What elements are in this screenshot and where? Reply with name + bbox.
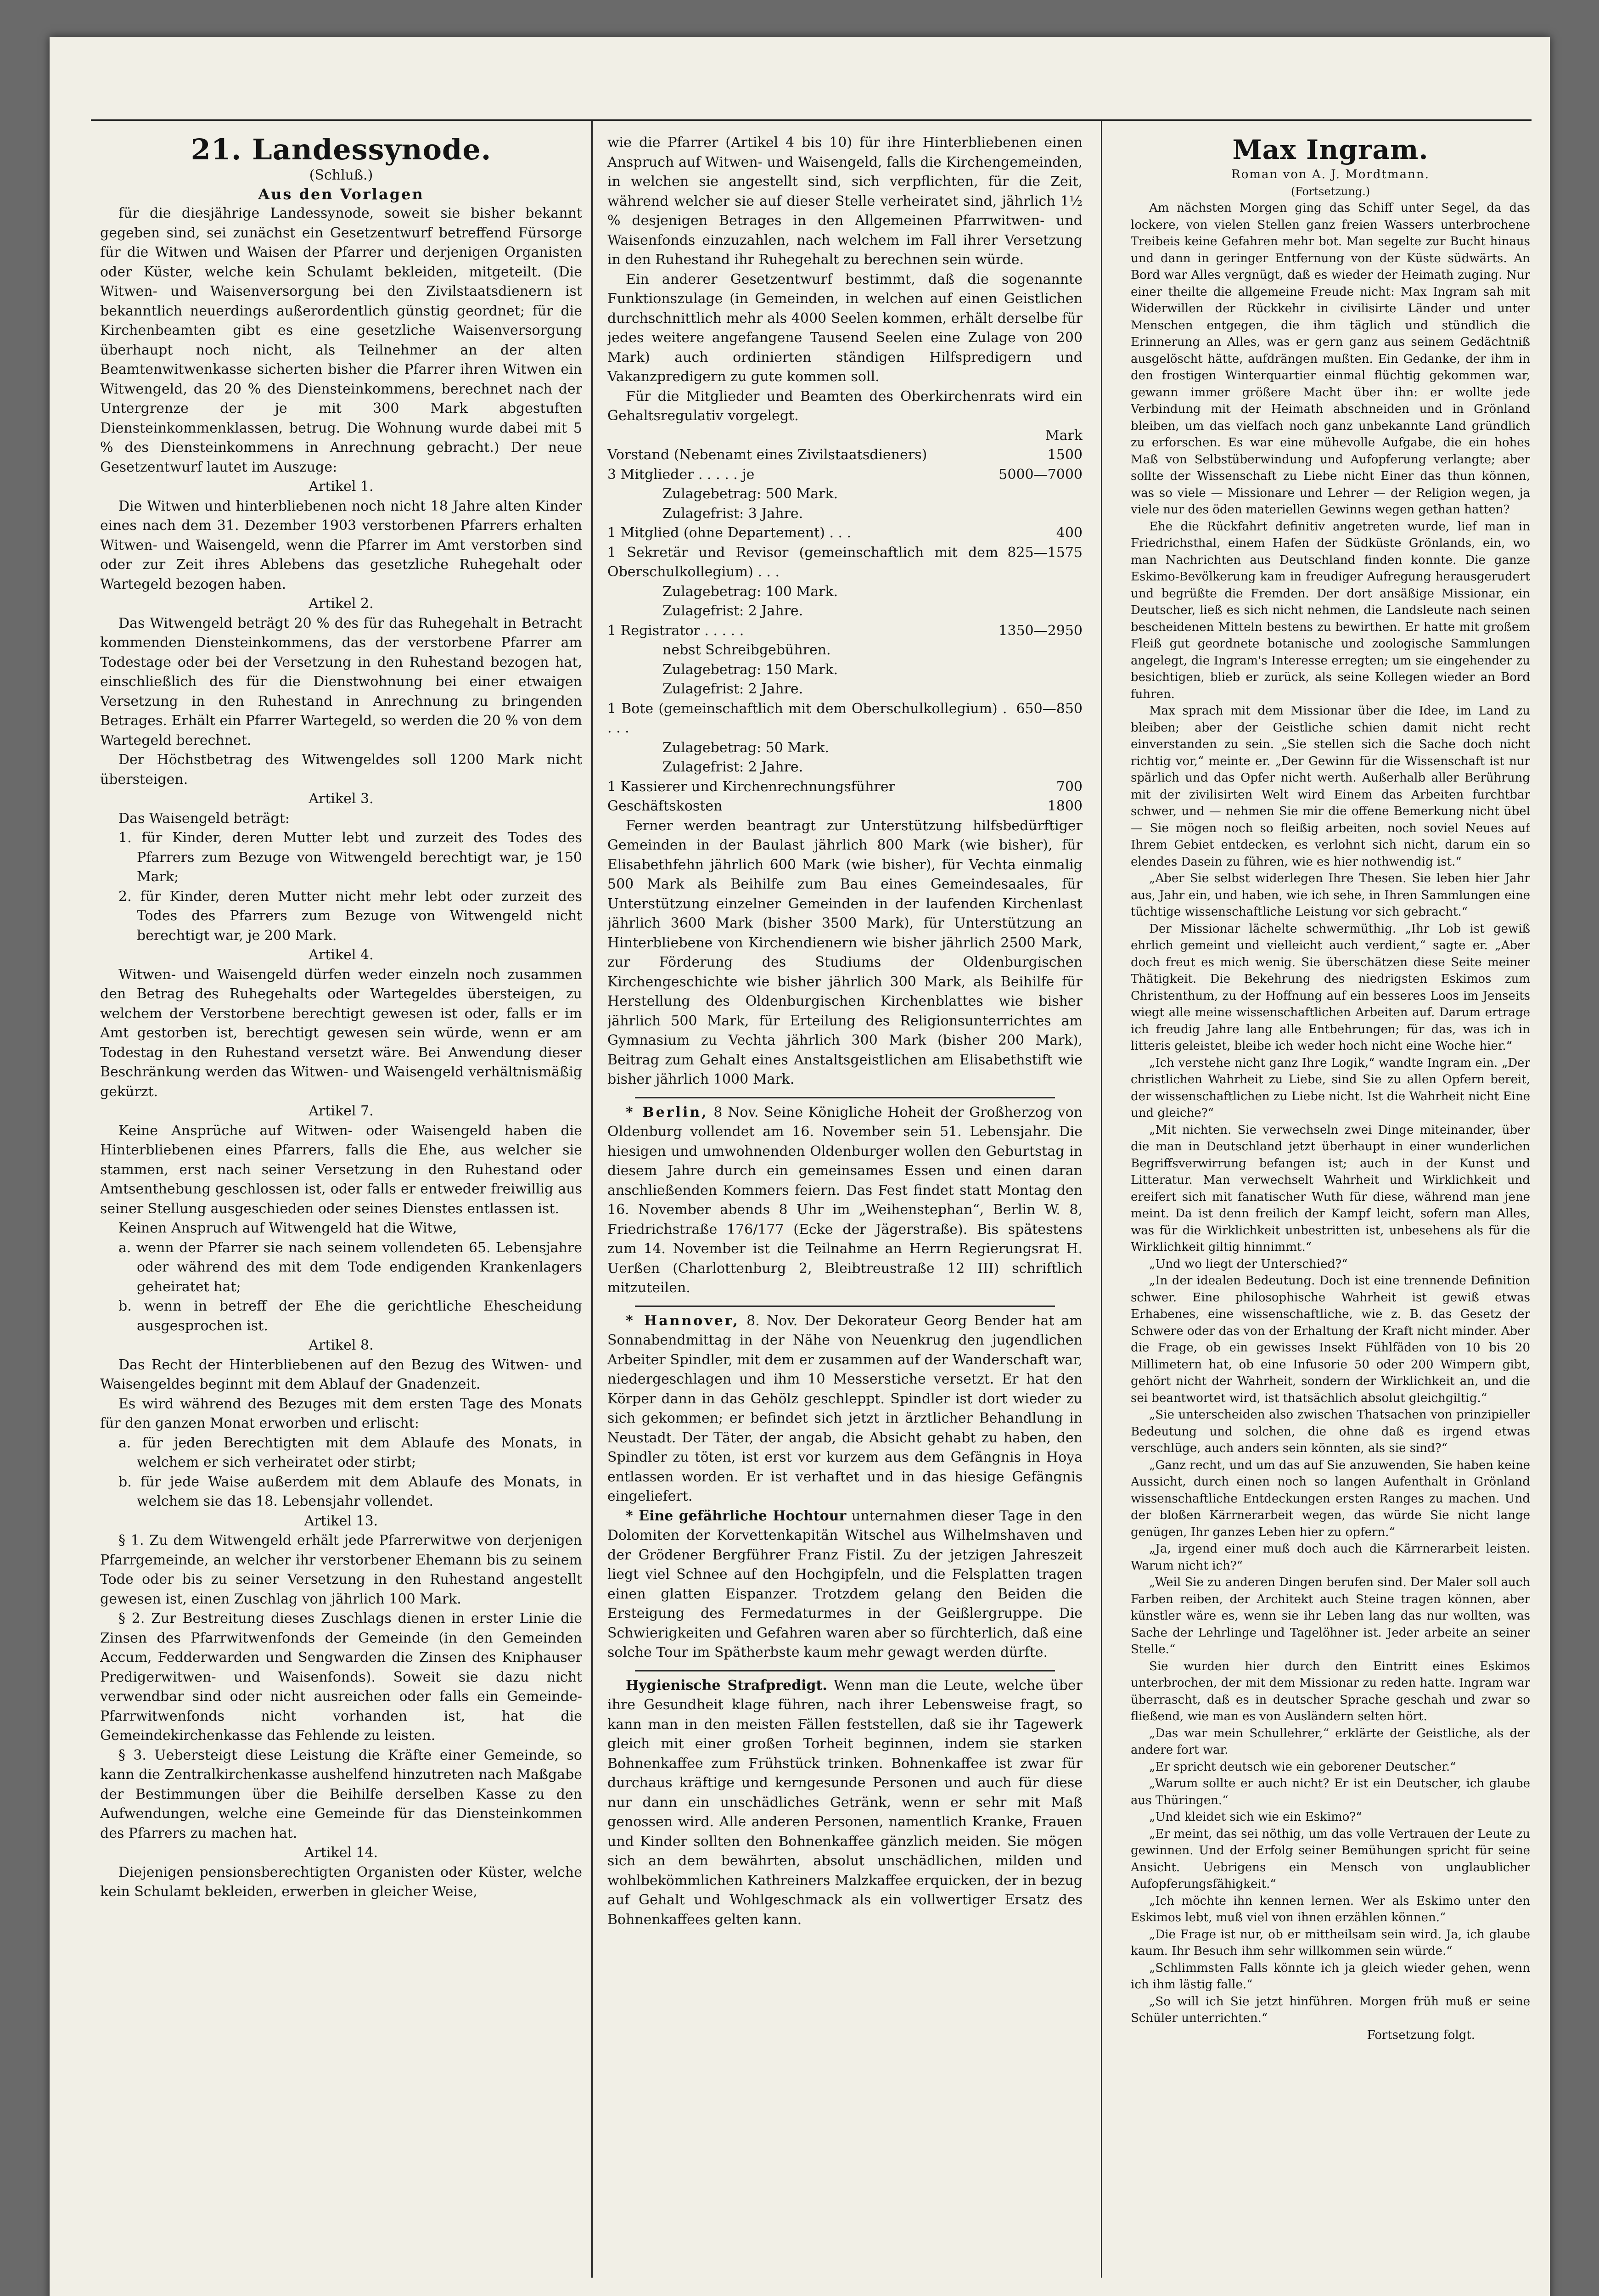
novel-paragraph: „Ich möchte ihn kennen lernen. Wer als Eskimo unter den Eskimos lebt, muß viel von ihnen erzählen können.“ — [1131, 1894, 1530, 1925]
ad-hygienische-strafpredigt — [607, 1676, 1083, 1930]
column-rule-right — [1101, 119, 1102, 2278]
schluss-note: (Schluß.) — [309, 167, 373, 183]
salary-row — [607, 797, 1083, 816]
artikel-3-item-1: 1. für Kinder, deren Mutter lebt und zurzeit des Todes des Pfarrers zum Bezuge von Witwengeld berechtigt war, je 150 Mark; — [118, 830, 582, 885]
salary-label: nebst Schreibgebühren. — [662, 642, 831, 658]
salary-label: Zulagebetrag: 500 Mark. — [662, 486, 838, 502]
novel-title: Max Ingram. — [1232, 134, 1429, 165]
salary-row — [607, 641, 1083, 660]
news-hochtour — [607, 1507, 1083, 1663]
novel-paragraph: „Ich verstehe nicht ganz Ihre Logik,“ wandte Ingram ein. „Der christlichen Wahrheit zu Liebe, sind Sie zu allen Opfern bereit, der wissenschaftlichen zu Liebe nicht. Ist die Wahrheit nicht Eine und gleiche?“ — [1131, 1056, 1530, 1120]
salary-label: Zulagefrist: 2 Jahre. — [662, 759, 803, 775]
novel-paragraph: „Er spricht deutsch wie ein geborener Deutscher.“ — [1149, 1760, 1456, 1774]
artikel-8-text-2: Es wird während des Bezuges mit dem ersten Tage des Monats für den ganzen Monat erworben und erlischt: — [100, 1396, 582, 1431]
salary-amount: 5000—7000 — [999, 466, 1083, 483]
novel-paragraph: „So will ich Sie jetzt hinführen. Morgen früh muß er seine Schüler unterrichten.“ — [1131, 1994, 1530, 2025]
artikel-8-title: Artikel 8. — [309, 1337, 374, 1353]
artikel-14-text: Diejenigen pensionsberechtigten Organisten oder Küster, welche kein Schulamt bekleiden, erwerben in gleicher Weise, — [100, 1864, 582, 1900]
artikel-7-title: Artikel 7. — [309, 1103, 374, 1119]
novel-paragraph: „Und kleidet sich wie ein Eskimo?“ — [1149, 1810, 1362, 1824]
artikel-3-title: Artikel 3. — [309, 791, 374, 807]
salary-label: Zulagebetrag: 100 Mark. — [662, 583, 838, 600]
salary-label: 1 Mitglied (ohne Departement) . . . — [607, 525, 852, 541]
novel-paragraph: „In der idealen Bedeutung. Doch ist eine trennende Definition schwer. Eine philosophische Wahrheit ist gewiß etwas Erhabenes, eine wissenschaftliche, wie z. B. das Gesetz der Schwere oder das von der Erhaltung der Kraft nicht minder. Aber die Frage, ob ein gewisses Insekt Fühlfäden von 10 bis 20 Millimetern hat, ob eine Infusorie 50 oder 200 Wimpern gibt, gehört nicht der Wahrheit, sondern der Wirklichkeit an, und die sei beantwortet wird, ist thatsächlich absolut gleichgiltig.“ — [1131, 1274, 1530, 1405]
novel-byline: Roman von A. J. Mordtmann. — [1231, 168, 1430, 181]
mark-label: Mark — [1045, 427, 1083, 444]
salary-amount: 1500 — [1047, 447, 1083, 463]
salary-row — [607, 445, 1083, 465]
artikel-8-item-b: b. für jede Waise außerdem mit dem Ablaufe des Monats, in welchem sie das 18. Lebensjahr vollendet. — [118, 1474, 582, 1509]
artikel-14-title: Artikel 14. — [304, 1845, 378, 1861]
news-hannover-head: * Hannover, — [626, 1312, 740, 1329]
salary-table — [607, 445, 1083, 816]
salary-row — [607, 680, 1083, 699]
salary-row — [607, 504, 1083, 524]
salary-amount: 1350—2950 — [999, 622, 1083, 639]
salary-row — [607, 602, 1083, 621]
salary-label: Zulagefrist: 2 Jahre. — [662, 603, 803, 619]
artikel-2-text: Das Witwengeld beträgt 20 % des für das Ruhegehalt in Betracht kommenden Diensteinkommens, das der verstorbene Pfarrer am Todestage oder bei der Versetzung in den Ruhestand bezogen hat, einschließlich des für die Dienstwohnung bei einer etwaigen Versetzung in den Ruhestand in Anrechnung zu bringenden Betrages. Erhält ein Pfarrer Wartegeld, so werden die 20 % von dem Wartegeld berechnet. — [100, 615, 582, 748]
article-title-landessynode: 21. Landessynode. — [191, 133, 492, 166]
news-berlin-head: * Berlin, — [626, 1104, 708, 1120]
artikel-2-text-max: Der Höchstbetrag des Witwengeldes soll 1200 Mark nicht übersteigen. — [100, 752, 582, 788]
artikel-4-title: Artikel 4. — [309, 947, 374, 963]
news-berlin-text: 8 Nov. Seine Königliche Hoheit der Großherzog von Oldenburg vollendet am 16. November sein 51. Lebensjahr. Die hiesigen und umwohnenden Oldenburger wollen den Geburtstag in diesem Jahre durch ein gemeinsames Essen und einen daran anschließenden Kommers feiern. Das Fest findet statt Montag den 16. November abends 8 Uhr im „Weihenstephan“, Berlin W. 8, Friedrichstraße 176/177 (Ecke der Jägerstraße). Bis spätestens zum 14. November ist die Teilnahme an Herrn Regierungsrat H. Uerßen (Charlottenburg 2, Bleibtreustraße 12 III) schriftlich mitzuteilen. — [607, 1104, 1083, 1296]
salary-amount: 400 — [1056, 525, 1083, 541]
salary-label: 1 Bote (gemeinschaftlich mit dem Oberschulkollegium) . . . . — [607, 700, 1007, 736]
funktionszulage-paragraph: Ein anderer Gesetzentwurf bestimmt, daß die sogenannte Funktionszulage (in Gemeinden, in welchen auf einen Geistlichen durchschnittlich mehr als 4000 Seelen kommen, erhält derselbe für jedes weitere angefangene Tausend Seelen eine Zulage von 200 Mark) auch ordinierten ständigen Hilfspredigern und Vakanzpredigern zu gute kommen soll. — [607, 271, 1083, 385]
intro-paragraph: für die diesjährige Landessynode, soweit sie bisher bekannt gegeben sind, sei zunächst ein Gesetzentwurf betreffend Fürsorge für die Witwen und Waisen der Pfarrer und derjenigen Organisten oder Küster, welche kein Schulamt bekleiden, mitgeteilt. (Die Witwen- und Waisenversorgung bei den Zivilstaatsdienern ist bekanntlich neuerdings außerordentlich günstig geordnet; für die Kirchenbeamten gibt es eine gesetzliche Waisenversorgung überhaupt noch nicht, als Teilnehmer an der alten Beamtenwitwenkasse sicherten bisher die Pfarrer ihren Witwen ein Witwengeld, das 20 % des Diensteinkommens, berechnet nach der Untergrenze der je mit 300 Mark abgestuften Diensteinkommenklassen, betrug. Die Wohnung wurde dabei mit 5 % des Diensteinkommens in Anrechnung gebracht.) Der neue Gesetzentwurf lautet im Auszuge: — [100, 205, 582, 475]
salary-row — [607, 777, 1083, 797]
novel-paragraph: „Weil Sie zu anderen Dingen berufen sind. Der Maler soll auch Farben reiben, der Architekt auch Steine tragen können, aber künstler wäre es, wenn sie ihr Leben lang das nur wollten, was Sache der Lehrlinge und Tagelöhner ist. Jeder arbeite an seiner Stelle.“ — [1131, 1576, 1530, 1656]
salary-row — [607, 484, 1083, 504]
artikel-1-title: Artikel 1. — [309, 478, 374, 495]
artikel-1-text: Die Witwen und hinterbliebenen noch nicht 18 Jahre alten Kinder eines nach dem 31. Dezember 1903 verstorbenen Pfarrers erhalten Witwen- und Waisengeld, wenn die Pfarrer im Amt verstorben sind oder zur Zeit ihres Ablebens das gesetzliche Ruhegehalt oder Wartegeld bezogen haben. — [100, 498, 582, 592]
salary-label: Vorstand (Nebenamt eines Zivilstaatsdieners) — [607, 447, 927, 463]
salary-row — [607, 699, 1083, 738]
top-rule — [91, 119, 1532, 121]
novel-text — [1131, 200, 1530, 2027]
salary-row — [607, 523, 1083, 543]
novel-paragraph: „Warum sollte er auch nicht? Er ist ein Deutscher, ich glaube aus Thüringen.“ — [1131, 1777, 1530, 1807]
news-hannover — [607, 1311, 1083, 1507]
salary-row — [607, 621, 1083, 641]
artikel-7-text-2: Keinen Anspruch auf Witwengeld hat die Witwe, — [118, 1220, 457, 1236]
column-right — [1131, 133, 1530, 2264]
continuation-paragraph: wie die Pfarrer (Artikel 4 bis 10) für ihre Hinterbliebenen einen Anspruch auf Witwen- und Waisengeld, falls die Kirchengemeinden, in welchen sie angestellt sind, sich verpflichten, für die Zeit, während welcher sie auf dieser Stelle verheiratet sind, jährlich 1½ % desjenigen Betrages in den Allgemeinen Pfarrwitwen- und Waisenfonds einzuzahlen, nach welchem im Fall ihrer Versetzung in den Ruhestand ihr Ruhegehalt zu berechnen sein würde. — [607, 135, 1083, 268]
salary-label: 1 Registrator . . . . . — [607, 622, 744, 639]
salary-label: 3 Mitglieder . . . . . je — [607, 466, 755, 483]
artikel-13-title: Artikel 13. — [304, 1513, 378, 1529]
news-berlin — [607, 1103, 1083, 1298]
salary-label: Zulagebetrag: 150 Mark. — [662, 661, 838, 678]
artikel-7-item-a: a. wenn der Pfarrer sie nach seinem vollendeten 65. Lebensjahre oder während des mit dem Tode endigenden Krankenlagers geheiratet hat; — [118, 1239, 582, 1295]
section-divider — [635, 1670, 1055, 1671]
news-hochtour-head: * Eine gefährliche Hochtour — [626, 1508, 847, 1524]
section-divider — [635, 1306, 1055, 1307]
salary-label: 1 Kassierer und Kirchenrechnungsführer — [607, 778, 895, 795]
salary-row — [607, 758, 1083, 777]
salary-row — [607, 582, 1083, 602]
artikel-7-item-b: b. wenn in betreff der Ehe die gerichtliche Ehescheidung ausgesprochen ist. — [118, 1298, 582, 1334]
artikel-13-para-2: § 2. Zur Bestreitung dieses Zuschlags dienen in erster Linie die Zinsen des Pfarrwitwenfonds der Gemeinde (in den Gemeinden Accum, Fedderwarden und Sengwarden die Zinsen des Kniphauser Predigerwitwen- und Waisenfonds). Soweit sie dazu nicht verwendbar sind oder nicht ausreichen oder falls ein Gemeinde-Pfarrwitwenfonds nicht vorhanden ist, hat die Gemeindekirchenkasse das Fehlende zu leisten. — [100, 1610, 582, 1744]
column-middle — [607, 133, 1083, 2264]
ad-text: Wenn man die Leute, welche über ihre Gesundheit klage führen, nach ihrer Lebensweise fragt, so kann man in den meisten Fällen feststellen, daß sie ihr Tagewerk gleich mit einer großen Torheit beginnen, indem sie starken Bohnenkaffee zum Frühstück trinken. Bohnenkaffee ist zwar für durchaus kräftige und kerngesunde Personen und auch für diese nur dann ein unschädliches Getränk, wenn er sehr mit Maß genossen wird. Alle anderen Personen, namentlich Kranke, Frauen und Kinder sollten den Bohnenkaffee gänzlich meiden. Sie mögen sich an dem bewährten, absolut unschädlichen, milden und wohlbekömmlichen Kathreiners Malzkaffee erquicken, der in bezug auf Gehalt und Wohlgeschmack als ein vollwertiger Ersatz des Bohnenkaffees gelten kann. — [607, 1677, 1083, 1928]
novel-paragraph: „Sie unterscheiden also zwischen Thatsachen von prinzipieller Bedeutung und solchen, die ohne daß es irgend etwas verschlüge, auch anders sein könnten, als sie sind?“ — [1131, 1408, 1530, 1455]
novel-paragraph: „Und wo liegt der Unterschied?“ — [1149, 1257, 1348, 1271]
artikel-3-intro: Das Waisengeld beträgt: — [118, 810, 290, 827]
salary-label: 1 Sekretär und Revisor (gemeinschaftlich mit dem Oberschulkollegium) . . . — [607, 544, 999, 580]
salary-amount: 650—850 — [1016, 700, 1083, 717]
salary-row — [607, 660, 1083, 680]
novel-paragraph: Sie wurden hier durch den Eintritt eines Eskimos unterbrochen, der mit dem Missionar zu reden hatte. Ingram war überrascht, daß es in deutscher Sprache geschah und zwar so fließend, wie man es von Ausländern selten hört. — [1131, 1659, 1530, 1723]
ad-head: Hygienische Strafpredigt. — [626, 1677, 827, 1694]
novel-paragraph: „Das war mein Schullehrer,“ erklärte der Geistliche, als der andere fort war. — [1131, 1726, 1530, 1757]
news-hochtour-text: unternahmen dieser Tage in den Dolomiten der Korvettenkapitän Witschel aus Wilhelmshaven und der Grödener Bergführer Franz Fistil. Zu der jetzigen Jahreszeit liegt viel Schnee auf den Hochgipfeln, und die Felsplatten tragen einen glatten Eispanzer. Trotzdem gelang den Beiden die Ersteigung des Fermedaturmes in der Geißlergruppe. Die Schwierigkeiten und Gefahren waren aber so fürchterlich, daß eine solche Tour im Spätherbste kaum mehr gewagt werden dürfte. — [607, 1508, 1083, 1660]
novel-paragraph: „Mit nichten. Sie verwechseln zwei Dinge miteinander, über die man in Deutschland jetzt überhaupt in einer wunderlichen Begriffsverwirrung befangen ist; auch in der Kunst und Litteratur. Man verwechselt Wahrheit und Wirklichkeit und ereifert sich mit fanatischer Wuth für diese, während man jene meint. Da ist denn freilich der Kampf leicht, sofern man Alles, was für die Wirklichkeit unbestritten ist, unbesehens als für die Wirklichkeit giltig hinnimmt.“ — [1131, 1123, 1530, 1254]
ferner-paragraph: Ferner werden beantragt zur Unterstützung hilfsbedürftiger Gemeinden in der Baulast jährlich 800 Mark (wie bisher), für Elisabethfehn jährlich 600 Mark (wie bisher), für Vechta einmalig 500 Mark als Beihilfe zum Bau eines Gemeindesaales, für Unterstützung einzelner Gemeinden in der laufenden Kirchenlast jährlich 3600 Mark (bisher 3500 Mark), für Unterstützung an Hinterbliebene von Kirchendienern wie bisher jährlich 2500 Mark, zur Förderung des Studiums der Oldenburgischen Kirchengeschichte wie bisher jährlich 300 Mark, als Beihilfe für Herstellung des Oldenburgischen Kirchenblattes wie bisher jährlich 500 Mark, für Erteilung des Religionsunterrichtes am Gymnasium zu Vechta jährlich 300 Mark (bisher 200 Mark), Beitrag zum Gehalt eines Anstaltsgeistlichen am Elisabethstift wie bisher jährlich 1000 Mark. — [607, 817, 1083, 1087]
artikel-8-item-a: a. für jeden Berechtigten mit dem Ablaufe des Monats, in welchem er sich verheiratet oder stirbt; — [118, 1435, 582, 1470]
novel-paragraph: „Ja, irgend einer muß doch auch die Kärrnerarbeit leisten. Warum nicht ich?“ — [1131, 1542, 1530, 1573]
novel-paragraph: „Schlimmsten Falls könnte ich ja gleich wieder gehen, wenn ich ihm lästig falle.“ — [1131, 1961, 1530, 1992]
salary-amount: 1800 — [1047, 798, 1083, 814]
column-rule-left — [591, 119, 593, 2278]
novel-paragraph: „Ganz recht, und um das auf Sie anzuwenden, Sie haben keine Aussicht, durch einen noch so langen Aufenthalt in Grönland wissenschaftliche Entdeckungen ersten Ranges zu machen. Und der bloßen Kärrnerarbeit wegen, das würde Sie nicht lange genügen, Ihr ganzes Leben hier zu opfern.“ — [1131, 1458, 1530, 1539]
gehaltsregulativ-paragraph: Für die Mitglieder und Beamten des Oberkirchenrats wird ein Gehaltsregulativ vorgelegt. — [607, 388, 1083, 424]
novel-paragraph: Der Missionar lächelte schwermüthig. „Ihr Lob ist gewiß ehrlich gemeint und vielleicht auch verdient,“ sagte er. „Aber doch freut es mich wenig. Sie überschätzen diese Seite meiner Thätigkeit. Die Bekehrung des niedrigsten Eskimos zum Christenthum, zu der Hoffnung auf ein besseres Loos im Jenseits wiegt alle meine wissenschaftlichen Arbeiten auf. Darum ertrage ich freudig Jahre lang alle Entbehrungen; für das, was ich in litteris geleistet, bleibe ich weder hoch nicht eine Woche hier.“ — [1131, 922, 1530, 1053]
salary-label: Zulagefrist: 3 Jahre. — [662, 505, 803, 522]
section-divider — [635, 1097, 1055, 1098]
artikel-2-title: Artikel 2. — [309, 596, 374, 612]
novel-paragraph: Max sprach mit dem Missionar über die Idee, im Land zu bleiben; aber der Geistliche schien damit nicht recht einverstanden zu sein. „Sie stellen sich die Sache doch nicht richtig vor,“ meinte er. „Der Gewinn für die Wissenschaft ist nur spärlich und das Opfer nicht werth. Außerhalb aller Berührung mit der zivilisirten Welt wird Einem das Arbeiten furchtbar schwer, und — nehmen Sie mir die offene Bemerkung nicht übel — Sie mögen noch so fleißig arbeiten, noch soviel Neues auf Ihrem Gebiet entdecken, es verlohnt sich nicht, darum ein so elendes Dasein zu führen, wie es hier nothwendig ist.“ — [1131, 704, 1530, 869]
article-subtitle: Aus den Vorlagen — [258, 186, 424, 203]
artikel-4-text: Witwen- und Waisengeld dürfen weder einzeln noch zusammen den Betrag des Ruhegehalts oder Wartegeldes übersteigen, zu welchem der Verstorbene berechtigt gewesen ist oder, falls er im Amt gestorben ist, berechtigt gewesen sein würde, wenn er am Todestag in den Ruhestand versetzt wäre. Bei Anwendung dieser Beschränkung werden das Witwen- und Waisengeld verhältnismäßig gekürzt. — [100, 966, 582, 1100]
column-left — [100, 133, 582, 2264]
salary-label: Zulagefrist: 2 Jahre. — [662, 681, 803, 697]
salary-row — [607, 543, 1083, 582]
newspaper-page — [50, 37, 1550, 2296]
news-hannover-text: 8. Nov. Der Dekorateur Georg Bender hat am Sonnabendmittag in der Nähe von Neuenkrug den jugendlichen Arbeiter Spindler, mit dem er zusammen auf der Wanderschaft war, niedergeschlagen und ihm 10 Messerstiche versetzt. Er hat den Körper dann in das Gehölz geschleppt. Spindler ist dort wieder zu sich gekommen; er befindet sich jetzt in ärztlicher Behandlung in Neustadt. Der Täter, der angab, die Absicht gehabt zu haben, den Spindler zu töten, ist erst vor kurzem aus dem Gefängnis in Hoya entlassen worden. Er ist verhaftet und in das hiesige Gefängnis eingeliefert. — [607, 1312, 1083, 1504]
salary-row — [607, 738, 1083, 758]
artikel-3-item-2: 2. für Kinder, deren Mutter nicht mehr lebt oder zurzeit des Todes des Pfarrers zum Bezuge von Witwengeld nicht berechtigt war, je 200 Mark. — [118, 888, 582, 944]
novel-paragraph: Ehe die Rückfahrt definitiv angetreten wurde, lief man in Friedrichsthal, einem Hafen der Südküste Grönlands, ein, wo man Nachrichten aus Deutschland finden konnte. Die ganze Eskimo-Bevölkerung kam in freudiger Aufregung herausgerudert und begrüßte die Fremden. Der dort ansäßige Missionar, ein Deutscher, ließ es sich nicht nehmen, die Landsleute nach seinen bescheidenen Mitteln bestens zu bewirthen. Er hatte mit großem Fleiß gut geordnete botanische und zoologische Sammlungen angelegt, die Ingram's Interesse erregten; um sie eingehender zu besichtigen, blieb er zurück, als seine Kollegen wieder an Bord fuhren. — [1131, 519, 1530, 701]
salary-label: Geschäftskosten — [607, 798, 723, 814]
novel-paragraph: „Aber Sie selbst widerlegen Ihre Thesen. Sie leben hier Jahr aus, Jahr ein, und haben, wie ich sehe, in Ihren Sammlungen eine tüchtige wissenschaftliche Leistung vor sich gebracht.“ — [1131, 872, 1530, 919]
novel-paragraph: Am nächsten Morgen ging das Schiff unter Segel, da das lockere, von vielen Stellen ganz freien Wassers unterbrochene Treibeis keine Gefahren mehr bot. Man segelte zur Bucht hinaus und dann in geringer Entfernung von der Küste südwärts. An Bord war Alles vergnügt, daß es wieder der Heimath zuging. Nur einer theilte die allgemeine Freude nicht: Max Ingram sah mit Widerwillen der Rückkehr in civilisirte Länder und unter Menschen entgegen, die ihm täglich und stündlich die Erinnerung an Alles, was er gern ganz aus seinem Gedächtniß ausgelöscht hätte, aufdrängen mußten. Ein Gedanke, der ihm in den frostigen Winterquartier einmal flüchtig gekommen war, gewann immer größere Macht über ihn: er wollte jede Verbindung mit der Heimath abschneiden und in Grönland bleiben, um das vielfach noch ganz unbekannte Land gründlich zu erforschen. Es war eine mühevolle Aufgabe, die ein hohes Maß von Selbstüberwindung und Aufopferung verlangte; aber sollte der Wissenschaft zu Liebe nicht Einer das thun können, was so viele — Missionare und Lehrer — der Religion wegen, ja viele nur des öden materiellen Gewinns wegen gethan hatten? — [1131, 201, 1530, 517]
novel-fortsetzung: (Fortsetzung.) — [1290, 185, 1370, 198]
artikel-13-para-3: § 3. Uebersteigt diese Leistung die Kräfte einer Gemeinde, so kann die Zentralkirchenkasse aushelfend hinzutreten nach Maßgabe der Bestimmungen über die Beihilfe derselben Kasse zu den Aufwendungen, welche eine Gemeinde für das Diensteinkommen des Pfarrers zu machen hat. — [100, 1747, 582, 1841]
salary-amount: 700 — [1056, 778, 1083, 795]
novel-paragraph: „Die Frage ist nur, ob er mittheilsam sein wird. Ja, ich glaube kaum. Ihr Besuch ihm sehr willkommen sein würde.“ — [1131, 1927, 1530, 1958]
artikel-7-text: Keine Ansprüche auf Witwen- oder Waisengeld haben die Hinterbliebenen eines Pfarrers, falls die Ehe, aus welcher sie stammen, erst nach seiner Versetzung in den Ruhestand oder Amtsenthebung geschlossen ist, oder falls er entweder freiwillig aus seiner Stellung ausgeschieden oder seines Dienstes entlassen ist. — [100, 1122, 582, 1217]
fortsetzung-folgt: Fortsetzung folgt. — [1367, 2028, 1475, 2042]
salary-amount: 825—1575 — [1007, 544, 1083, 561]
artikel-13-para-1: § 1. Zu dem Witwengeld erhält jede Pfarrerwitwe von derjenigen Pfarrgemeinde, an welcher ihr verstorbener Ehemann bis zu seinem Tode oder bis zu seiner Versetzung in den Ruhestand angestellt gewesen ist, einen Zuschlag von jährlich 100 Mark. — [100, 1532, 582, 1607]
novel-paragraph: „Er meint, das sei nöthig, um das volle Vertrauen der Leute zu gewinnen. Und der Erfolg seiner Bemühungen spricht für seine Ansicht. Uebrigens ein Mensch von unglaublicher Aufopferungsfähigkeit.“ — [1131, 1827, 1530, 1891]
salary-row — [607, 465, 1083, 485]
artikel-8-text-1: Das Recht der Hinterbliebenen auf den Bezug des Witwen- und Waisengeldes beginnt mit dem Ablauf der Gnadenzeit. — [100, 1356, 582, 1392]
salary-label: Zulagebetrag: 50 Mark. — [662, 739, 830, 756]
